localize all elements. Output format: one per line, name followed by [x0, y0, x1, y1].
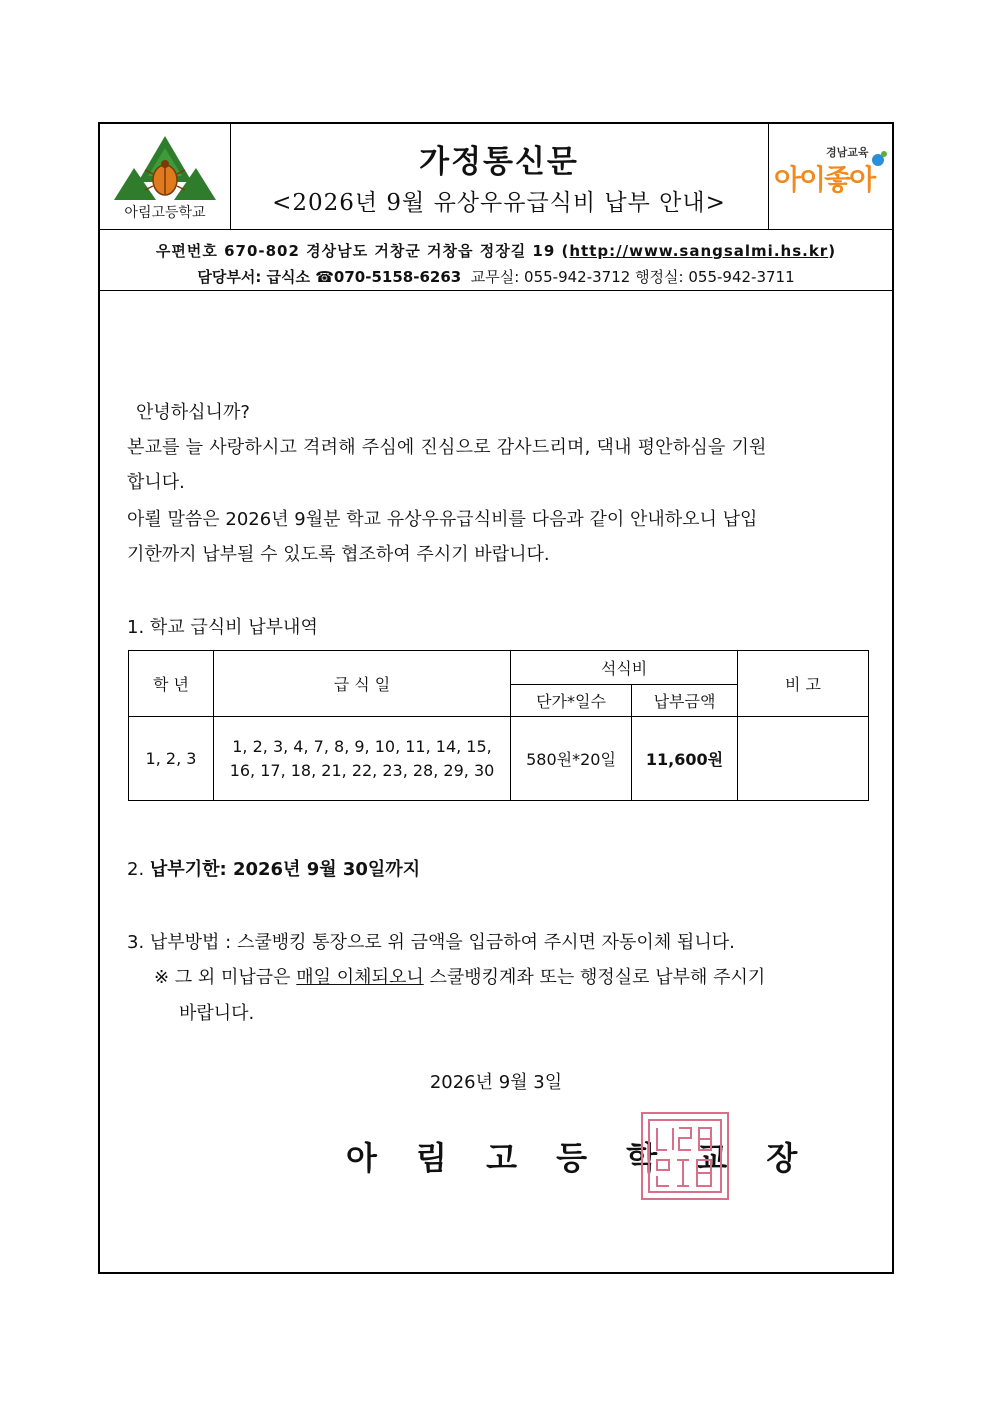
section-2-number: 2.	[127, 859, 145, 880]
page-subtitle: <2026년 9월 유상우유급식비 납부 안내>	[272, 190, 726, 216]
cell-note	[738, 717, 869, 801]
header-grade: 학 년	[129, 651, 214, 717]
paragraph-2-line-2: 기한까지 납부될 수 있도록 협조하여 주시기 바랍니다.	[127, 544, 550, 565]
cell-grade: 1, 2, 3	[129, 717, 214, 801]
cell-amount: 11,600원	[632, 717, 738, 801]
official-seal	[641, 1112, 729, 1200]
section-1-title: 1. 학교 급식비 납부내역	[127, 617, 318, 638]
greeting: 안녕하십니까?	[136, 402, 250, 423]
education-logo-top: 경남교육	[826, 146, 869, 159]
school-emblem-icon	[100, 130, 230, 208]
meal-days-line-2: 16, 17, 18, 21, 22, 23, 28, 29, 30	[229, 760, 495, 780]
section-2-deadline: 납부기한: 2026년 9월 30일까지	[149, 859, 421, 880]
school-name-small: 아림고등학교	[124, 205, 206, 221]
page-title: 가정통신문	[419, 144, 579, 180]
school-logo-cell	[100, 124, 231, 229]
education-logo	[768, 124, 892, 229]
sparkle-icon	[868, 150, 888, 170]
principal-signature: 아 림 고 등 학 교 장	[346, 1139, 812, 1177]
header-note: 비 고	[738, 651, 869, 717]
department-contact: 담당부서: 급식소 ☎070-5158-6263	[197, 268, 462, 286]
address-text: 우편번호 670-802 경상남도 거창군 거창읍 정장길 19 (	[155, 242, 570, 260]
header	[100, 124, 892, 230]
section-2	[127, 855, 420, 881]
issue-date: 2026년 9월 3일	[429, 1072, 563, 1093]
section-3-note-line-2: 바랍니다.	[179, 1003, 255, 1024]
table-header-row	[129, 651, 869, 685]
title-cell	[230, 124, 769, 229]
paragraph-2-line-1: 아뢸 말씀은 2026년 9월분 학교 유상우유급식비를 다음과 같이 안내하오니 납입	[127, 509, 758, 530]
meal-days-line-1: 1, 2, 3, 4, 7, 8, 9, 10, 11, 14, 15,	[232, 736, 492, 756]
school-url-link[interactable]: http://www.sangsalmi.hs.kr	[569, 242, 829, 260]
note-underlined: 매일 이체되오니	[296, 967, 424, 988]
header-amount: 납부금액	[632, 685, 738, 717]
cell-unit-price: 580원*20일	[511, 717, 632, 801]
header-meal-days: 급 식 일	[214, 651, 511, 717]
address-paren: )	[828, 242, 837, 260]
header-dinner-fee: 석식비	[511, 651, 738, 685]
table-row	[129, 717, 869, 801]
seal-pattern-icon	[643, 1114, 727, 1198]
office-contacts: 교무실: 055-942-3712 행정실: 055-942-3711	[470, 268, 795, 286]
paragraph-1-line-1: 본교를 늘 사랑하시고 격려해 주심에 진심으로 감사드리며, 댁내 평안하심을 기원	[127, 437, 767, 458]
contact-line	[100, 266, 892, 287]
address-block	[100, 230, 892, 291]
section-3-method: 3. 납부방법 : 스쿨뱅킹 통장으로 위 금액을 입금하여 주시면 자동이체 됩니다.	[127, 932, 735, 953]
note-prefix: ※ 그 외 미납금은	[154, 967, 297, 988]
address-line	[100, 240, 892, 261]
fee-table	[128, 650, 869, 801]
cell-meal-days	[214, 717, 511, 801]
paragraph-1-line-2: 합니다.	[127, 472, 185, 493]
section-3-note	[154, 963, 765, 989]
education-logo-main: 아이좋아	[774, 164, 875, 195]
note-suffix: 스쿨뱅킹계좌 또는 행정실로 납부해 주시기	[423, 967, 766, 988]
header-unit-price: 단가*일수	[511, 685, 632, 717]
